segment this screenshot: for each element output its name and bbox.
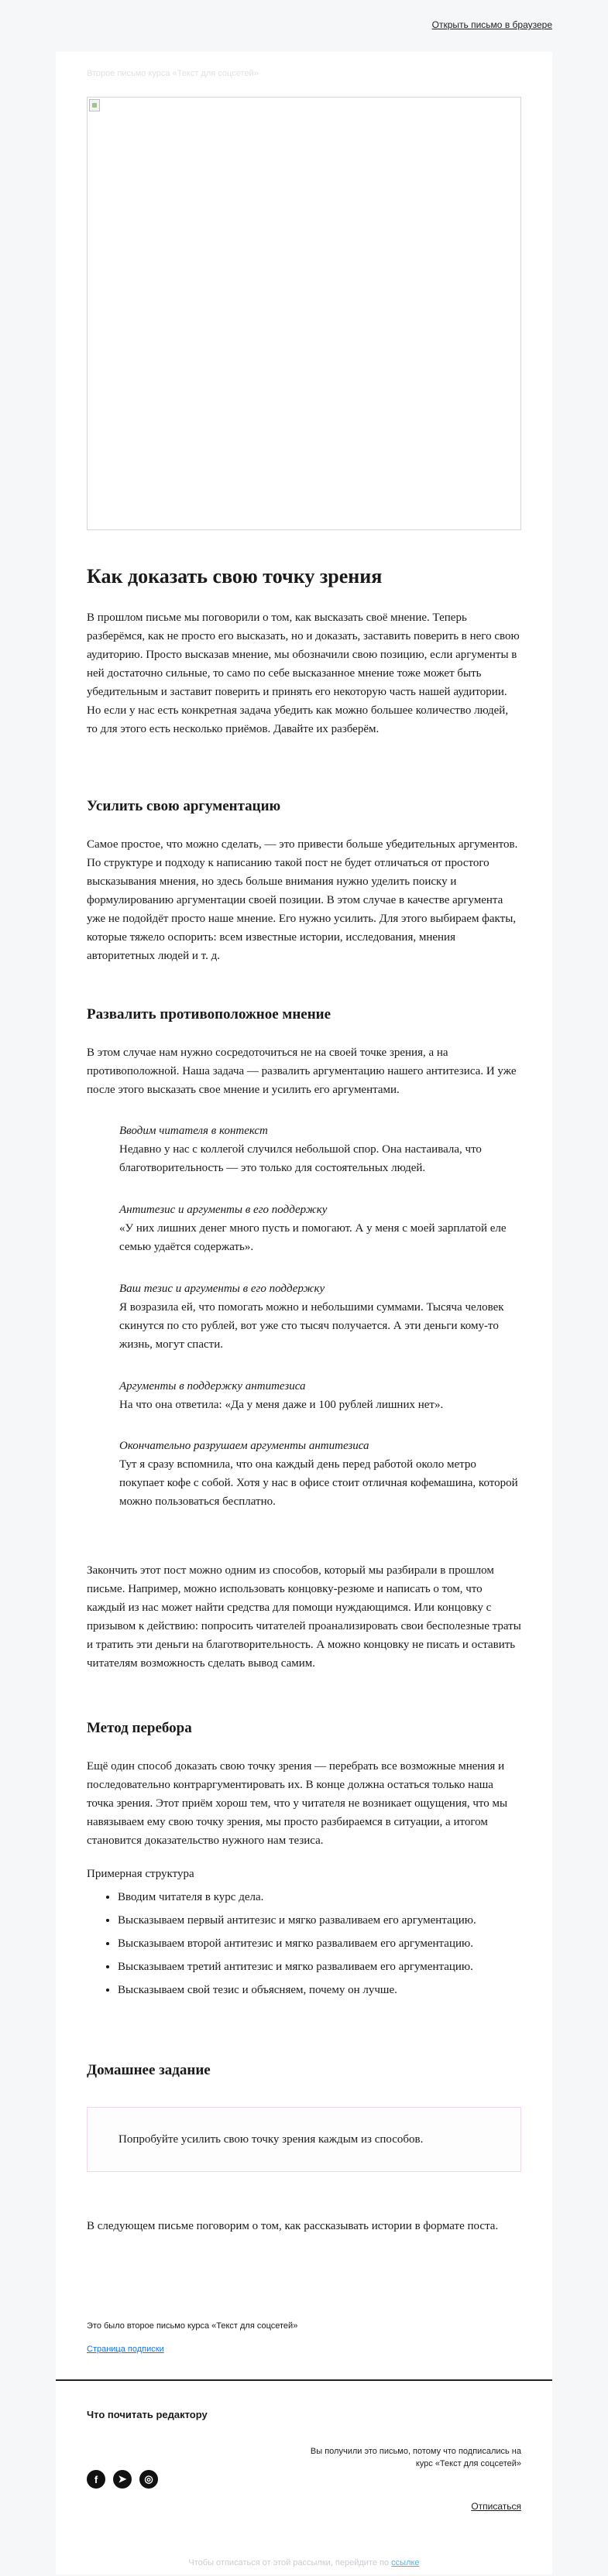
section-title-counter: Развалить противоположное мнение (87, 1006, 331, 1023)
quote-block (119, 1377, 521, 1414)
section-title-argumentation: Усилить свою аргументацию (87, 798, 281, 814)
footer-divider (56, 2379, 552, 2381)
quote-block (119, 1437, 521, 1511)
hero-image (87, 97, 521, 530)
section-text-counter: В этом случае нам нужно сосредоточиться не на своей точке зрения, а на противоположной. Наша задача — развалить аргументацию нашего антитезиса. И уже после этого высказать свое мнение и усилить его аргументами. (87, 1046, 517, 1096)
broken-image-icon (89, 99, 100, 111)
quote-text: «У них лишних денег много пусть и помогают. А у меня с моей зарплатой еле семью удаётся содержать». (119, 1222, 507, 1253)
section-text-argumentation: Самое простое, что можно сделать, — это привести больше убедительных аргументов. По структуре и подходу к написанию такой пост не будет отличаться от простого высказывания мнения, но здесь больше внимания нужно уделить поиску и формулированию аргументации своей позиции. В этом случае в качестве аргумента уже не подойдёт просто наше мнение. Его нужно усилить. Для этого выбираем факты, которые тяжело оспорить: всем известные истории, исследования, мнения авторитетных людей и т. д. (87, 838, 518, 962)
quote-text: Недавно у нас с коллегой случился небольшой спор. Она настаивала, что благотворительность — это только для состоятельных людей. (119, 1143, 482, 1174)
bottom-unsubscribe-link[interactable]: ссылке (391, 2558, 420, 2567)
footer-title: Что почитать редактору (87, 2409, 208, 2420)
quote-title: Вводим читателя в контекст (119, 1125, 268, 1137)
list-item: • Высказываем третий антитезис и мягко разваливаем его аргументацию. (118, 1955, 521, 1978)
bottom-unsubscribe-line (0, 2558, 608, 2567)
quote-text: На что она ответила: «Да у меня даже и 100 рублей лишних нет». (119, 1399, 444, 1411)
social-links (87, 2470, 158, 2489)
email-card (56, 52, 552, 2574)
homework-title: Домашнее задание (87, 2062, 211, 2078)
facebook-icon[interactable]: f (87, 2470, 105, 2489)
homework-text: Попробуйте усилить свою точку зрения каждым из способов. (119, 2133, 424, 2146)
open-in-browser-link[interactable]: Открыть письмо в браузере (431, 19, 552, 30)
homework-box (87, 2107, 521, 2172)
unsubscribe-link[interactable]: Отписаться (471, 2501, 521, 2512)
quote-title: Ваш тезис и аргументы в его поддержку (119, 1283, 325, 1295)
article-title: Как доказать свою точку зрения (87, 565, 383, 587)
quote-block (119, 1201, 521, 1256)
telegram-icon[interactable]: ➤ (113, 2470, 132, 2489)
course-note: Это было второе письмо курса «Текст для соцсетей» (87, 2321, 298, 2331)
quote-text: Я возразила ей, что помогать можно и небольшими суммами. Тысяча человек скинутся по сто рублей, вот уже сто тысяч получается. А эти деньги кому-то жизнь, могут спасти. (119, 1301, 504, 1351)
quote-block (119, 1279, 521, 1354)
footer-note: Вы получили это письмо, потому что подписались на курс «Текст для соцсетей» (310, 2447, 521, 2468)
quote-text: Тут я сразу вспомнила, что она каждый день перед работой около метро покупает кофе с собой. Хотя у нас в офисе стоит отличная кофемашина, которой можно пользоваться бесплатно. (119, 1458, 518, 1508)
list-item: • Вводим читателя в курс дела. (118, 1886, 521, 1909)
list-item: • Высказываем второй антитезис и мягко разваливаем его аргументацию. (118, 1932, 521, 1955)
quote-title: Аргументы в поддержку антитезиса (119, 1380, 306, 1392)
structure-label: Примерная структура (87, 1868, 194, 1880)
next-letter-paragraph: В следующем письме поговорим о том, как рассказывать истории в формате поста. (87, 2220, 499, 2232)
section-title-enumeration: Метод перебора (87, 1720, 192, 1736)
bottom-text: Чтобы отписаться от этой рассылки, перейдите по (188, 2558, 390, 2567)
list-item: • Высказываем свой тезис и объясняем, почему он лучше. (118, 1978, 521, 2002)
quote-title: Окончательно разрушаем аргументы антитезиса (119, 1440, 369, 1452)
section-text-enumeration: Ещё один способ доказать свою точку зрения — перебрать все возможные мнения и последовательно контраргументировать их. В конце должна остаться только наша точка зрения. Этот приём хорош тем, что у читателя не возникает ощущения, что мы навязываем ему свою точку зрения, мы просто разбираемся в ситуации, а итогом становится доказательство нужного нам тезиса. (87, 1760, 508, 1847)
preheader-text: Второе письмо курса «Текст для соцсетей» (87, 69, 259, 78)
section-outro-counter: Закончить этот пост можно одним из способов, который мы разбирали в прошлом письме. Например, можно использовать концовку-резюме и написать о том, что каждый из нас может найти средства для помощи нуждающимся. Или концовку с призывом к действию: попросить читателей проанализировать свои бесполезные траты и тратить эти деньги на благотворительность. А можно концовку не писать и оставить читателям возможность сделать вывод самим. (87, 1564, 521, 1670)
subscription-page-link[interactable]: Страница подписки (87, 2345, 164, 2354)
quote-title: Антитезис и аргументы в его поддержку (119, 1204, 328, 1216)
intro-paragraph: В прошлом письме мы поговорили о том, как высказать своё мнение. Теперь разберёмся, как не просто его высказать, но и доказать, заставить поверить в него свою аудиторию. Просто высказав мнение, мы обозначили свою позицию, если аргументы в ней достаточно сильные, то само по себе высказанное мнение тоже может быть убедительным и заставит поверить и принять его некоторую часть нашей аудитории. Но если у нас есть конкретная задача убедить как можно большее количество людей, то для этого есть несколько приёмов. Давайте их разберём. (87, 611, 520, 735)
instagram-icon[interactable]: ◎ (139, 2470, 158, 2489)
list-item: • Высказываем первый антитезис и мягко разваливаем его аргументацию. (118, 1909, 521, 1932)
quote-block (119, 1122, 521, 1177)
structure-list (87, 1886, 521, 2002)
